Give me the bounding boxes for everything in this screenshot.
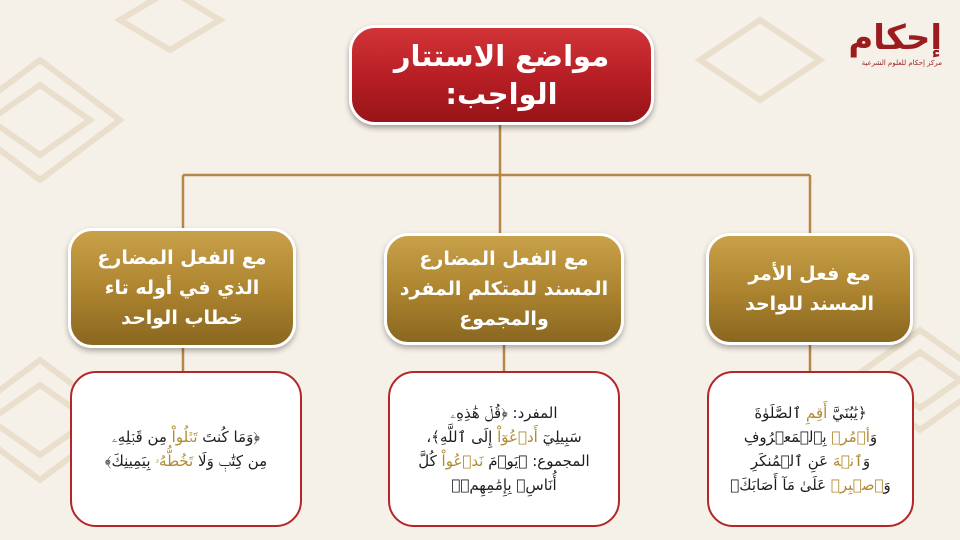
verse-text: بِٱلۡمَعۡرُوفِ	[743, 428, 832, 446]
verse-text: ٱلصَّلَوٰةَ	[754, 404, 807, 422]
verse-text: المفرد: ﴿قُلۡ هَٰذِهِۦ	[450, 404, 558, 422]
heading-box-imperative	[706, 233, 913, 345]
verse-text: وَ	[883, 476, 891, 494]
highlighted-verb: ٱصۡبِرۡ	[830, 476, 884, 494]
verse-text: عَنِ ٱلۡمُنكَرِ	[750, 452, 833, 470]
verse-line	[730, 425, 890, 449]
detail-text-imperative	[718, 401, 902, 497]
detail-text-second-person	[93, 425, 279, 473]
heading-second-person: مع الفعل المضارع الذي في أوله تاء خطاب الواحد	[97, 247, 267, 329]
highlighted-verb: ٱنۡهَ	[832, 452, 863, 470]
verse-text: سَبِيلِيٓ	[537, 428, 582, 446]
brand-logo	[848, 18, 942, 90]
verse-text: مِن قَبۡلِهِۦ	[112, 428, 172, 446]
verse-text: مِن كِتَٰبٖ وَلَا	[193, 452, 268, 470]
heading-imperative: مع فعل الأمر المسند للواحد	[744, 263, 875, 315]
verse-line	[730, 401, 890, 425]
heading-box-first-person	[384, 233, 624, 345]
title-box	[349, 25, 654, 125]
verse-line	[105, 449, 267, 473]
detail-box-second-person	[70, 371, 302, 527]
verse-line	[418, 401, 589, 425]
detail-box-first-person	[388, 371, 620, 527]
verse-line	[105, 425, 267, 449]
highlighted-verb: تَخُطُّهُۥ	[155, 452, 194, 470]
heading-first-person: مع الفعل المضارع المسند للمتكلم المفرد والمجموع	[399, 248, 609, 330]
logo-mark: إحكام	[848, 18, 942, 58]
verse-text: المجموع: ﴿يَوۡمَ	[483, 452, 590, 470]
detail-box-imperative	[707, 371, 914, 527]
verse-text: عَلَىٰ مَآ أَصَابَكَ﴾	[730, 476, 831, 494]
highlighted-verb: أۡمُرۡ	[831, 428, 870, 446]
verse-text: إِلَى ٱللَّهِ﴾،	[426, 428, 498, 446]
highlighted-verb: أَدۡعُوٓاْ	[497, 428, 538, 446]
verse-line	[730, 449, 890, 473]
verse-line	[418, 473, 589, 497]
verse-text: ﴿وَمَا كُنتَ	[197, 428, 260, 446]
verse-text: وَ	[869, 428, 878, 446]
highlighted-verb: تَتۡلُواْ	[171, 428, 198, 446]
verse-text: بِيَمِينِكَ﴾	[104, 452, 156, 470]
logo-subtitle: مركز إحكام للعلوم الشرعية	[861, 59, 942, 67]
highlighted-verb: أَقِمِ	[806, 404, 828, 422]
detail-text-first-person	[406, 401, 601, 497]
verse-text: كُلَّ	[418, 452, 442, 470]
verse-line	[730, 473, 890, 497]
verse-line	[418, 449, 589, 473]
verse-text: أُنَاسِۭ بِإِمَٰمِهِمۡ﴾	[451, 476, 557, 494]
verse-text: ﴿يَٰبُنَيَّ	[827, 404, 867, 422]
verse-line	[418, 425, 589, 449]
heading-box-second-person	[68, 228, 296, 348]
diagram-title: مواضع الاستتار الواجب:	[393, 39, 610, 111]
highlighted-verb: نَدۡعُواْ	[441, 452, 484, 470]
verse-text: وَ	[862, 452, 871, 470]
